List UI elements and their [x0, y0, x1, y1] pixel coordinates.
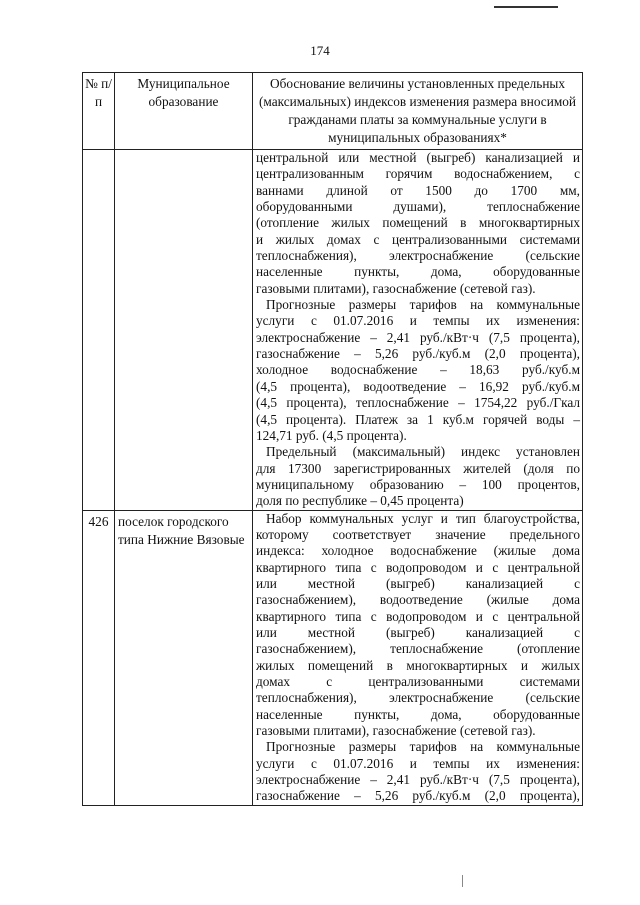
- justification-line: оборудованными душами), теплоснабжение: [256, 199, 580, 215]
- justification-line: квартирного типа с водопроводом и с центральной: [256, 608, 580, 624]
- top-edge-mark: [494, 6, 558, 8]
- justification-line: холодное водоснабжение – 18,63 руб./куб.м: [256, 362, 580, 378]
- justification-line: (4,5 процента), теплоснабжение – 1754,22 руб./Гкал: [256, 395, 580, 411]
- header-municipality: Муниципальное образование: [115, 73, 253, 150]
- justification-line: центральной или местной (выгреб) канализацией и: [256, 150, 580, 165]
- row-number: [83, 150, 115, 511]
- justification-line: газовыми плитами), газоснабжение (сетевой газ).: [256, 280, 536, 296]
- justification-line: для 17300 зарегистрированных жителей (доля по: [256, 460, 580, 476]
- justification-line: населенные пункты, дома, оборудованные: [256, 706, 580, 722]
- table-row: [83, 510, 583, 805]
- justification-line: квартирного типа с водопроводом и с центральной: [256, 559, 580, 575]
- row-justification: [253, 150, 583, 511]
- justification-line: 124,71 руб. (4,5 процента).: [256, 427, 407, 443]
- justification-line: жилых помещений в многоквартирных и жилых: [256, 657, 580, 673]
- justification-line: газоснабжение – 5,26 руб./куб.м (2,0 процента),: [256, 346, 580, 362]
- justification-line: (отопление жилых помещений в многоквартирных: [256, 215, 580, 231]
- row-municipality: [115, 150, 253, 511]
- justification-line: газовыми плитами), газоснабжение (сетевой газ).: [256, 723, 536, 739]
- table-row: [83, 150, 583, 511]
- justification-line: или местной (выгреб) канализацией с: [256, 575, 580, 591]
- justification-line: теплоснабжения), электроснабжение (сельские: [256, 248, 580, 264]
- justification-line: услуги с 01.07.2016 и темпы их изменения:: [256, 313, 580, 329]
- justification-line: и жилых домах с централизованными системами: [256, 231, 580, 247]
- justification-line: которому соответствует значение предельного: [256, 526, 580, 542]
- row-municipality: поселок городского типа Нижние Вязовые: [115, 510, 253, 805]
- header-justification: Обоснование величины установленных предельных (максимальных) индексов изменения размера вносимой гражданами платы за коммунальные услуги в муниципальных образованиях*: [253, 73, 583, 150]
- justification-line: электроснабжение – 2,41 руб./кВт·ч (7,5 процента),: [256, 329, 580, 345]
- justification-line: теплоснабжения), электроснабжение (сельские: [256, 690, 580, 706]
- scan-mark: [462, 875, 463, 887]
- justification-line: услуги с 01.07.2016 и темпы их изменения:: [256, 755, 580, 771]
- justification-line: газоснабжением), теплоснабжение (отопление: [256, 641, 580, 657]
- justification-line: Прогнозные размеры тарифов на коммунальные: [266, 297, 580, 313]
- justification-line: централизованным горячим водоснабжением, с: [256, 166, 580, 182]
- justification-line: газоснабжение – 5,26 руб./куб.м (2,0 процента),: [256, 788, 580, 804]
- tariff-table: [82, 72, 583, 806]
- justification-line: населенные пункты, дома, оборудованные: [256, 264, 580, 280]
- row-number: 426: [83, 510, 115, 805]
- justification-line: муниципальному образованию – 100 процентов,: [256, 476, 580, 492]
- justification-line: доля по республике – 0,45 процента): [256, 493, 464, 509]
- justification-line: Прогнозные размеры тарифов на коммунальные: [266, 739, 580, 755]
- justification-line: домах с централизованными системами: [256, 674, 580, 689]
- justification-line: газоснабжением), водоотведение (жилые дома: [256, 592, 580, 608]
- justification-line: Набор коммунальных услуг и тип благоустройства,: [266, 510, 580, 526]
- table-header-row: [83, 73, 583, 150]
- justification-line: Предельный (максимальный) индекс установлен: [266, 444, 580, 460]
- justification-line: (4,5 процента), водоотведение – 16,92 руб./куб.м: [256, 378, 580, 394]
- justification-line: индекса: холодное водоснабжение (жилые дома: [256, 543, 580, 559]
- justification-line: (4,5 процента). Платеж за 1 куб.м горячей воды –: [256, 411, 580, 427]
- justification-line: или местной (выгреб) канализацией с: [256, 624, 580, 640]
- justification-line: ваннами длиной от 1500 до 1700 мм,: [256, 182, 580, 198]
- justification-line: электроснабжение – 2,41 руб./кВт·ч (7,5 процента),: [256, 772, 580, 788]
- header-number: № п/п: [83, 73, 115, 150]
- row-justification: [253, 510, 583, 805]
- page-number: 174: [310, 43, 330, 58]
